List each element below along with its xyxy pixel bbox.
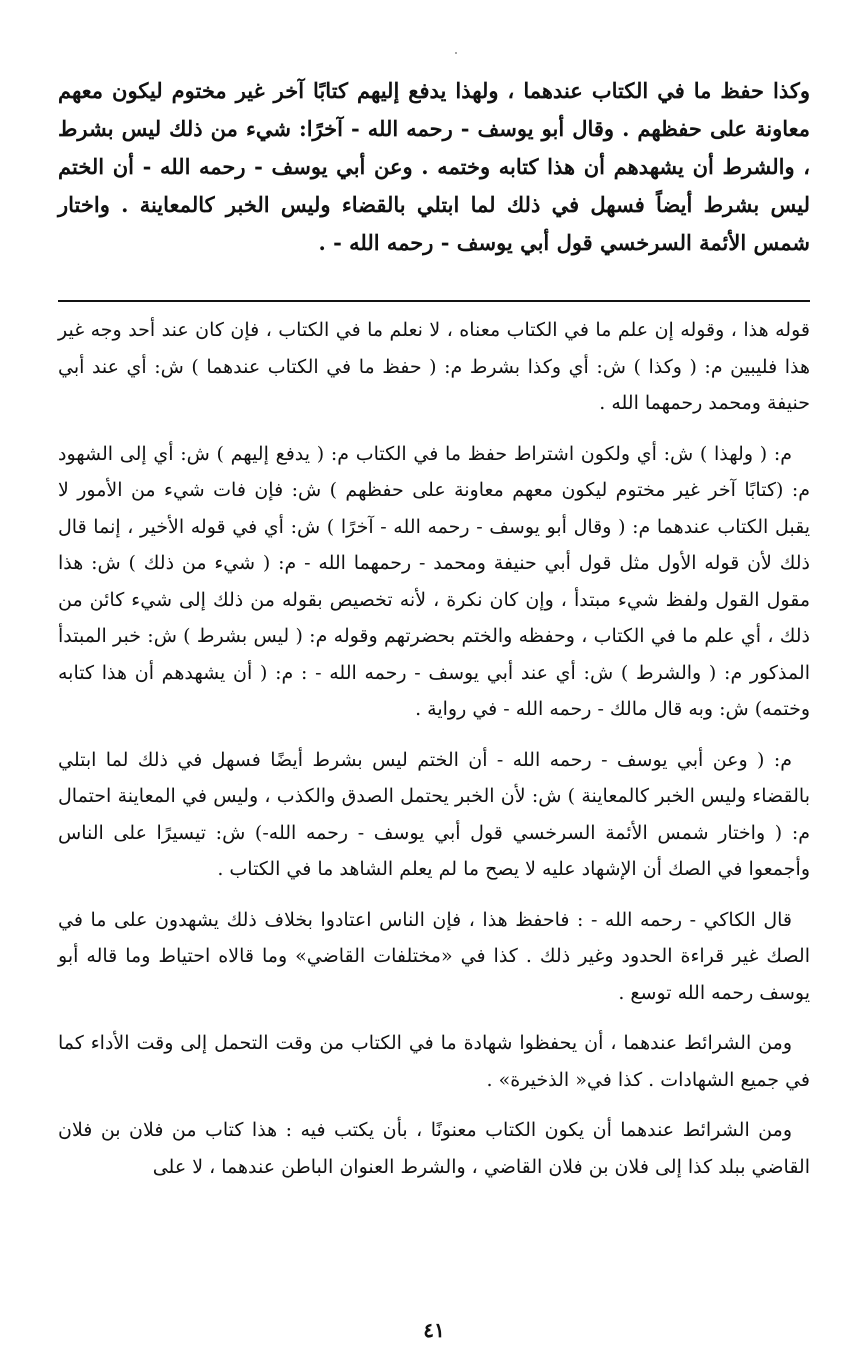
commentary-block [58, 312, 810, 1199]
commentary-paragraph: ومن الشرائط عندهما أن يكون الكتاب معنونًا ، بأن يكتب فيه : هذا كتاب من فلان بن فلان القاضي ببلد كذا إلى فلان بن فلان القاضي ، والشرط العنوان الباطن عندهما ، لا على [58, 1119, 810, 1178]
main-text-block [58, 72, 810, 262]
commentary-paragraph: م: ( ولهذا ) ش: أي ولكون اشتراط حفظ ما في الكتاب م: ( يدفع إليهم ) ش: أي إلى الشهود م: (كتابًا آخر غير مختوم ليكون معهم معاونة على حفظهم ) ش: فإن فات شيء من الأمور لا يقبل الكتاب عندهما م: ( وقال أبو يوسف - رحمه الله - آخرًا ) ش: أي في قوله الأخير ، إنما قال ذلك لأن قوله الأول مثل قول أبي حنيفة ومحمد - رحمهما الله - م: ( شيء من ذلك ) ش: هذا مقول القول ولفظ شيء مبتدأ ، وإن كان نكرة ، لأنه تخصيص بقوله من ذلك إلى شيء كائن من ذلك ، أي علم ما في الكتاب ، وحفظه والختم بحضرتهم وقوله م: ( ليس بشرط ) ش: خبر المبتدأ المذكور م: ( والشرط ) ش: أي عند أبي يوسف - رحمه الله - : م: ( أن يشهدهم أن هذا كتابه وختمه) ش: وبه قال مالك - رحمه الله - في رواية . [58, 442, 810, 720]
section-divider [58, 300, 810, 302]
page-number: ٤١ [423, 1318, 445, 1342]
speck [455, 52, 457, 54]
commentary-paragraph: ومن الشرائط عندهما ، أن يحفظوا شهادة ما في الكتاب من وقت التحمل إلى وقت الأداء كما في جميع الشهادات . كذا في« الذخيرة» . [58, 1032, 810, 1091]
commentary-paragraph: قوله هذا ، وقوله إن علم ما في الكتاب معناه ، لا نعلم ما في الكتاب ، فإن كان عند أحد وجه غير هذا فليبين م: ( وكذا ) ش: أي وكذا بشرط م: ( حفظ ما في الكتاب عندهما ) ش: أي عند أبي حنيفة ومحمد رحمهما الله . [58, 319, 810, 414]
commentary-paragraph: م: ( وعن أبي يوسف - رحمه الله - أن الختم ليس بشرط أيضًا فسهل في ذلك لما ابتلي بالقضاء وليس الخبر كالمعاينة ) ش: لأن الخبر يحتمل الصدق والكذب ، وليس في المعاينة احتمال م: ( واختار شمس الأئمة السرخسي قول أبي يوسف - رحمه الله-) ش: تيسيرًا على الناس وأجمعوا في الصك أن الإشهاد عليه لا يصح ما لم يعلم الشاهد ما في الكتاب . [58, 748, 810, 880]
commentary-paragraph: قال الكاكي - رحمه الله - : فاحفظ هذا ، فإن الناس اعتادوا بخلاف ذلك يشهدون على ما في الصك غير قراءة الحدود وغير ذلك . كذا في «مختلفات القاضي» وما قالاه احتياط وما قاله أبو يوسف رحمه الله توسع . [58, 908, 810, 1004]
main-text: وكذا حفظ ما في الكتاب عندهما ، ولهذا يدفع إليهم كتابًا آخر غير مختوم ليكون معهم معاونة على حفظهم . وقال أبو يوسف - رحمه الله - آخرًا: شيء من ذلك ليس بشرط ، والشرط أن يشهدهم أن هذا كتابه وختمه . وعن أبي يوسف - رحمه الله - أن الختم ليس بشرط أيضاً فسهل في ذلك لما ابتلي بالقضاء وليس الخبر كالمعاينة . واختار شمس الأئمة السرخسي قول أبي يوسف - رحمه الله - . [58, 78, 810, 255]
